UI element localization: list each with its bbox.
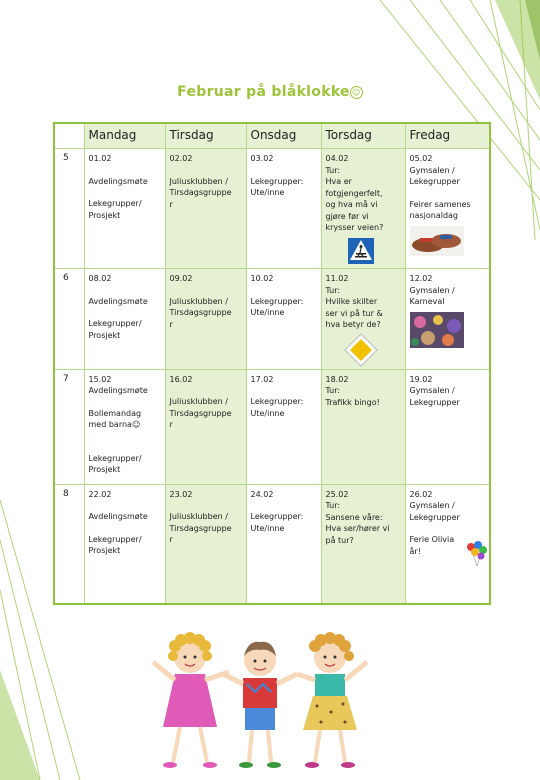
header-week <box>54 123 84 149</box>
header-torsdag: Torsdag <box>321 123 405 149</box>
cell-line: Ute/inne <box>250 188 285 197</box>
smiley-icon: ☺ <box>350 86 363 99</box>
cell-line: 26.02 <box>409 489 433 499</box>
cell-onsdag <box>246 149 321 269</box>
cell-line: 01.02 <box>88 154 112 163</box>
cell-line: Hva ser/hører vi <box>325 524 390 533</box>
week-row <box>54 484 490 604</box>
cell-tirsdag <box>165 269 246 370</box>
cell-fredag <box>405 149 490 269</box>
cell-line: 15.02 <box>88 374 112 384</box>
cell-line: 03.02 <box>250 154 274 163</box>
cell-line: Avdelingsmøte <box>88 176 148 186</box>
cell-line: Prosjekt <box>88 330 121 340</box>
cell-line: 19.02 <box>409 374 433 384</box>
cell-line: Prosjekt <box>88 465 121 474</box>
cell-line: Lekegrupper <box>409 512 460 522</box>
cell-line: hva betyr de? <box>325 320 381 329</box>
cell-line: Lekegrupper: <box>250 296 304 306</box>
week-number: 8 <box>54 484 84 604</box>
dancing-kids-illustration <box>145 632 375 777</box>
week-number: 5 <box>54 149 84 269</box>
cell-line: Tirsdagsgruppe <box>169 523 232 533</box>
cell-line: Juliusklubben / <box>169 296 228 306</box>
week-number: 6 <box>54 269 84 370</box>
cell-line: på tur? <box>325 535 354 545</box>
cell-line: Avdelingsmøte <box>88 296 148 306</box>
cell-line: Avdelingsmøte <box>88 386 148 395</box>
cell-line: Bollemandag <box>88 408 142 418</box>
cell-line: r <box>169 199 173 209</box>
priority-road-sign-icon <box>344 333 378 367</box>
cell-line: Tirsdagsgruppe <box>169 408 232 418</box>
cell-mandag <box>84 149 165 269</box>
cell-torsdag <box>321 484 405 604</box>
cell-line: Tirsdagsgruppe <box>169 188 232 197</box>
cell-line: med barna☺ <box>88 420 141 429</box>
cell-line: r <box>169 319 173 329</box>
carnival-photo <box>410 312 464 348</box>
cell-mandag <box>84 369 165 484</box>
cell-line: Hva er <box>325 177 352 186</box>
cell-line: Trafikk bingo! <box>325 397 380 407</box>
cell-line: Lekegrupper/ <box>88 534 142 544</box>
cell-line: Lekegrupper/ <box>88 199 142 208</box>
cell-line: 24.02 <box>250 489 274 499</box>
cell-line: 02.02 <box>169 154 193 163</box>
cell-line: 25.02 <box>325 489 349 499</box>
cell-line: Prosjekt <box>88 210 121 220</box>
cell-line: 04.02 <box>325 154 349 163</box>
cell-line: nasjonaldag <box>409 211 459 220</box>
cell-line: 08.02 <box>88 274 112 283</box>
cell-line: Juliusklubben / <box>169 512 228 521</box>
cell-line: r <box>169 535 173 544</box>
cell-line: Hvilke skilter <box>325 297 378 306</box>
cell-line: Tur: <box>325 285 341 295</box>
cell-line: Lekegrupper: <box>250 512 304 521</box>
cell-line: krysser veien? <box>325 223 384 232</box>
cell-line: og hva må vi <box>325 200 378 209</box>
cell-mandag <box>84 484 165 604</box>
shoes-photo <box>410 226 464 256</box>
cell-line: Feirer samenes <box>409 199 471 209</box>
header-row <box>54 123 490 149</box>
cell-fredag <box>405 369 490 484</box>
cell-line: 12.02 <box>409 274 433 283</box>
cell-line: Lekegrupper/ <box>88 319 142 328</box>
cell-torsdag <box>321 149 405 269</box>
cell-line: Tur: <box>325 165 341 175</box>
header-onsdag: Onsdag <box>246 123 321 149</box>
cell-line: Gymsalen / <box>409 165 455 175</box>
cell-tirsdag <box>165 484 246 604</box>
week-row <box>54 149 490 269</box>
cell-line: Gymsalen / <box>409 386 455 395</box>
cell-line: Gymsalen / <box>409 285 455 295</box>
cell-line: 11.02 <box>325 274 349 283</box>
cell-mandag <box>84 269 165 370</box>
page-title <box>0 84 540 100</box>
cell-tirsdag <box>165 369 246 484</box>
cell-line: r <box>169 420 173 429</box>
cell-line: 05.02 <box>409 154 433 163</box>
cell-line: 17.02 <box>250 374 274 384</box>
cell-line: Juliusklubben / <box>169 176 228 186</box>
pedestrian-crossing-sign-icon <box>348 238 374 264</box>
week-row <box>54 369 490 484</box>
cell-line: 22.02 <box>88 489 112 499</box>
calendar-table <box>53 122 491 605</box>
cell-line: år! <box>409 546 421 556</box>
cell-line: Ute/inne <box>250 408 285 418</box>
cell-line: Lekegrupper/ <box>88 453 142 463</box>
cell-line: Lekegrupper: <box>250 397 304 406</box>
header-fredag: Fredag <box>405 123 490 149</box>
week-row <box>54 269 490 370</box>
cell-line: Avdelingsmøte <box>88 512 148 521</box>
cell-line: Lekegrupper <box>409 177 460 186</box>
cell-line: Ute/inne <box>250 308 285 317</box>
cell-line: fotgjengerfelt, <box>325 188 383 198</box>
cell-line: Ute/inne <box>250 523 285 533</box>
cell-fredag <box>405 484 490 604</box>
week-number: 7 <box>54 369 84 484</box>
cell-line: Tur: <box>325 501 341 510</box>
cell-line: 23.02 <box>169 489 193 499</box>
cell-torsdag <box>321 269 405 370</box>
cell-line: Sansene våre: <box>325 512 383 522</box>
cell-line: Karneval <box>409 297 445 306</box>
cell-line: Prosjekt <box>88 546 121 555</box>
cell-tirsdag <box>165 149 246 269</box>
title-text: Februar på blåklokke <box>177 84 350 100</box>
cell-line: Ferie Olivia <box>409 535 455 544</box>
cell-line: 09.02 <box>169 274 193 283</box>
cell-line: ser vi på tur & <box>325 308 383 318</box>
cell-onsdag <box>246 369 321 484</box>
cell-onsdag <box>246 484 321 604</box>
cell-line: 10.02 <box>250 274 274 283</box>
cell-line: Lekegrupper <box>409 397 460 407</box>
cell-line: Tur: <box>325 386 341 395</box>
balloons-icon <box>466 541 488 567</box>
cell-line: Lekegrupper: <box>250 176 304 186</box>
cell-line: Gymsalen / <box>409 501 455 510</box>
cell-line: Juliusklubben / <box>169 397 228 406</box>
cell-line: gjøre før vi <box>325 211 369 221</box>
cell-torsdag <box>321 369 405 484</box>
cell-line: 16.02 <box>169 374 193 384</box>
header-tirsdag: Tirsdag <box>165 123 246 149</box>
cell-fredag <box>405 269 490 370</box>
cell-line: Tirsdagsgruppe <box>169 308 232 317</box>
cell-onsdag <box>246 269 321 370</box>
cell-line: 18.02 <box>325 374 349 384</box>
header-mandag: Mandag <box>84 123 165 149</box>
